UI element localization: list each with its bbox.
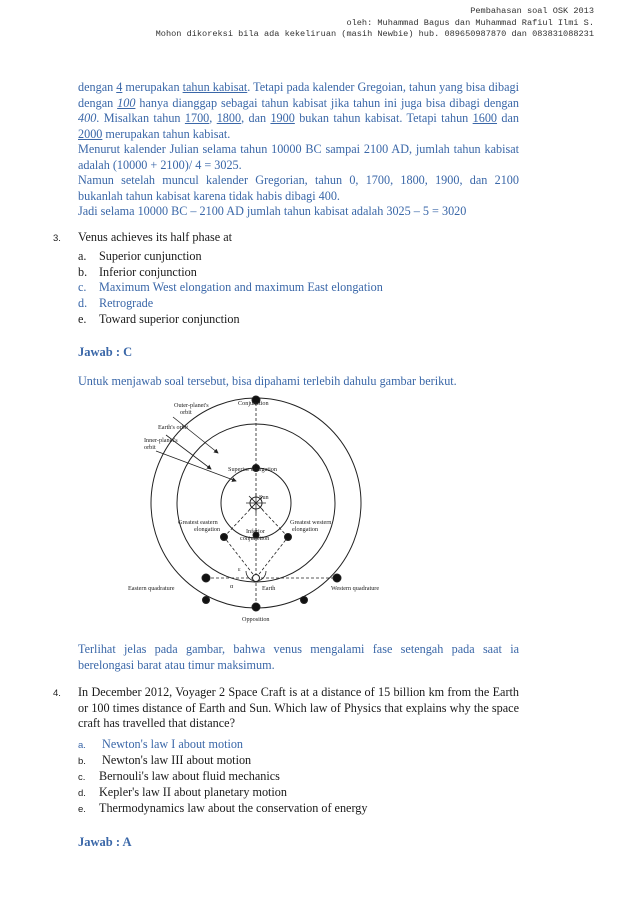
planet-greatest-western <box>285 534 292 541</box>
label-inferior-2: conjunction <box>240 535 270 542</box>
q3-explanation: Untuk menjawab soal tersebut, bisa dipahami terlebih dahulu gambar berikut. <box>78 374 457 388</box>
label-inferior: Inferior <box>246 528 265 535</box>
q4-option-a: a. Newton's law I about motion <box>78 737 244 751</box>
q3-option-c: c. Maximum West elongation and maximum East elongation <box>78 280 383 294</box>
q3-number: 3. <box>53 233 61 244</box>
label-earth: Earth <box>262 585 276 592</box>
label-inner-orbit: Inner-planet's <box>144 437 178 444</box>
label-greatest-western: Greatest western <box>290 519 332 526</box>
gregorian-paragraph: Namun setelah muncul kalender Gregorian, tahun 0, 1700, 1800, 1900, dan 2100 bukanlah tahun kabisat karena tidak habis dibagi 400. <box>78 173 519 203</box>
q4-option-e: e. Thermodynamics law about the conservation of energy <box>78 801 368 815</box>
julian-paragraph: Menurut kalender Julian selama tahun 10000 BC sampai 2100 AD, jumlah tahun kabisat adalah (10000 + 2100)/ 4 = 3025. <box>78 142 519 172</box>
planet-western-quadrature <box>333 574 341 582</box>
q3-answer: Jawab : C <box>78 345 133 359</box>
q3-option-a: a. Superior cunjunction <box>78 249 202 263</box>
header-line-2: oleh: Muhammad Bagus dan Muhammad Rafiul Ilmi S. <box>346 17 594 28</box>
label-sun: Sun <box>259 494 269 501</box>
q3-conclusion: Terlihat jelas pada gambar, bahwa venus mengalami fase setengah pada saat ia berelongasi barat atau timur maksimum. <box>78 642 519 672</box>
earth-marker <box>253 575 260 582</box>
q4-number: 4. <box>53 688 61 699</box>
page-header <box>156 6 594 41</box>
planet-earth-right <box>301 597 308 604</box>
header-line-3: Mohon dikoreksi bila ada kekeliruan (masih Newbie) hub. 089650987870 dan 083831088231 <box>155 29 594 39</box>
label-earth-orbit: Earth's orbit <box>158 424 189 431</box>
label-greatest-eastern-2: elongation <box>194 526 221 533</box>
label-eastern-quadrature: Eastern quadrature <box>128 585 175 592</box>
label-outer-orbit-2: orbit <box>180 409 192 416</box>
label-greatest-western-2: elongation <box>292 526 319 533</box>
q4-answer: Jawab : A <box>78 835 132 849</box>
q3-question: Venus achieves its half phase at <box>78 230 232 244</box>
label-epsilon: ε <box>238 566 241 573</box>
intro-paragraph: dengan 4 merupakan tahun kabisat. Tetapi pada kalender Gregoian, tahun yang bisa dibagi dengan 100 hanya dianggap sebagai tahun kabisat jika tahun ini juga bisa dibagi dengan 400. Misalkan tahun 1700, 1800, dan 1900 bukan tahun kabisat. Tetapi tahun 1600 dan 2000 merupakan tahun kabisat. <box>78 80 520 141</box>
q3-option-d: d. Retrograde <box>78 296 154 310</box>
q4-option-c: c. Bernouli's law about fluid mechanics <box>78 769 280 783</box>
q3-option-e: e. Toward superior conjunction <box>78 312 240 326</box>
label-inner-orbit-2: orbit <box>144 444 156 451</box>
planet-earth-left <box>203 597 210 604</box>
label-opposition: Opposition <box>242 616 270 623</box>
label-superior-elongation: Superior elongation <box>228 466 277 473</box>
total-paragraph: Jadi selama 10000 BC – 2100 AD jumlah tahun kabisat adalah 3025 – 5 = 3020 <box>78 204 467 218</box>
label-alpha: α <box>230 583 234 590</box>
label-greatest-eastern: Greatest eastern <box>178 519 218 526</box>
label-conjunction: Conjunction <box>238 400 269 407</box>
label-outer-orbit: Outer-planet's <box>174 402 209 409</box>
q3-option-b: b. Inferior conjunction <box>78 265 197 279</box>
q4-option-d: d. Kepler's law II about planetary motion <box>78 785 287 799</box>
planetary-configurations-diagram <box>118 395 408 630</box>
planet-eastern-quadrature <box>202 574 210 582</box>
q4-question: In December 2012, Voyager 2 Space Craft is at a distance of 15 billion km from the Earth or 100 times distance of Earth and Sun. Which law of Physics that explains why the space craft has travelled that distance? <box>78 685 519 730</box>
label-western-quadrature: Western quadrature <box>331 585 380 592</box>
planet-greatest-eastern <box>221 534 228 541</box>
planet-positions <box>202 396 341 611</box>
planet-opposition <box>252 603 260 611</box>
q4-option-b: b. Newton's law III about motion <box>78 753 252 767</box>
header-line-1: Pembahasan soal OSK 2013 <box>470 6 594 16</box>
